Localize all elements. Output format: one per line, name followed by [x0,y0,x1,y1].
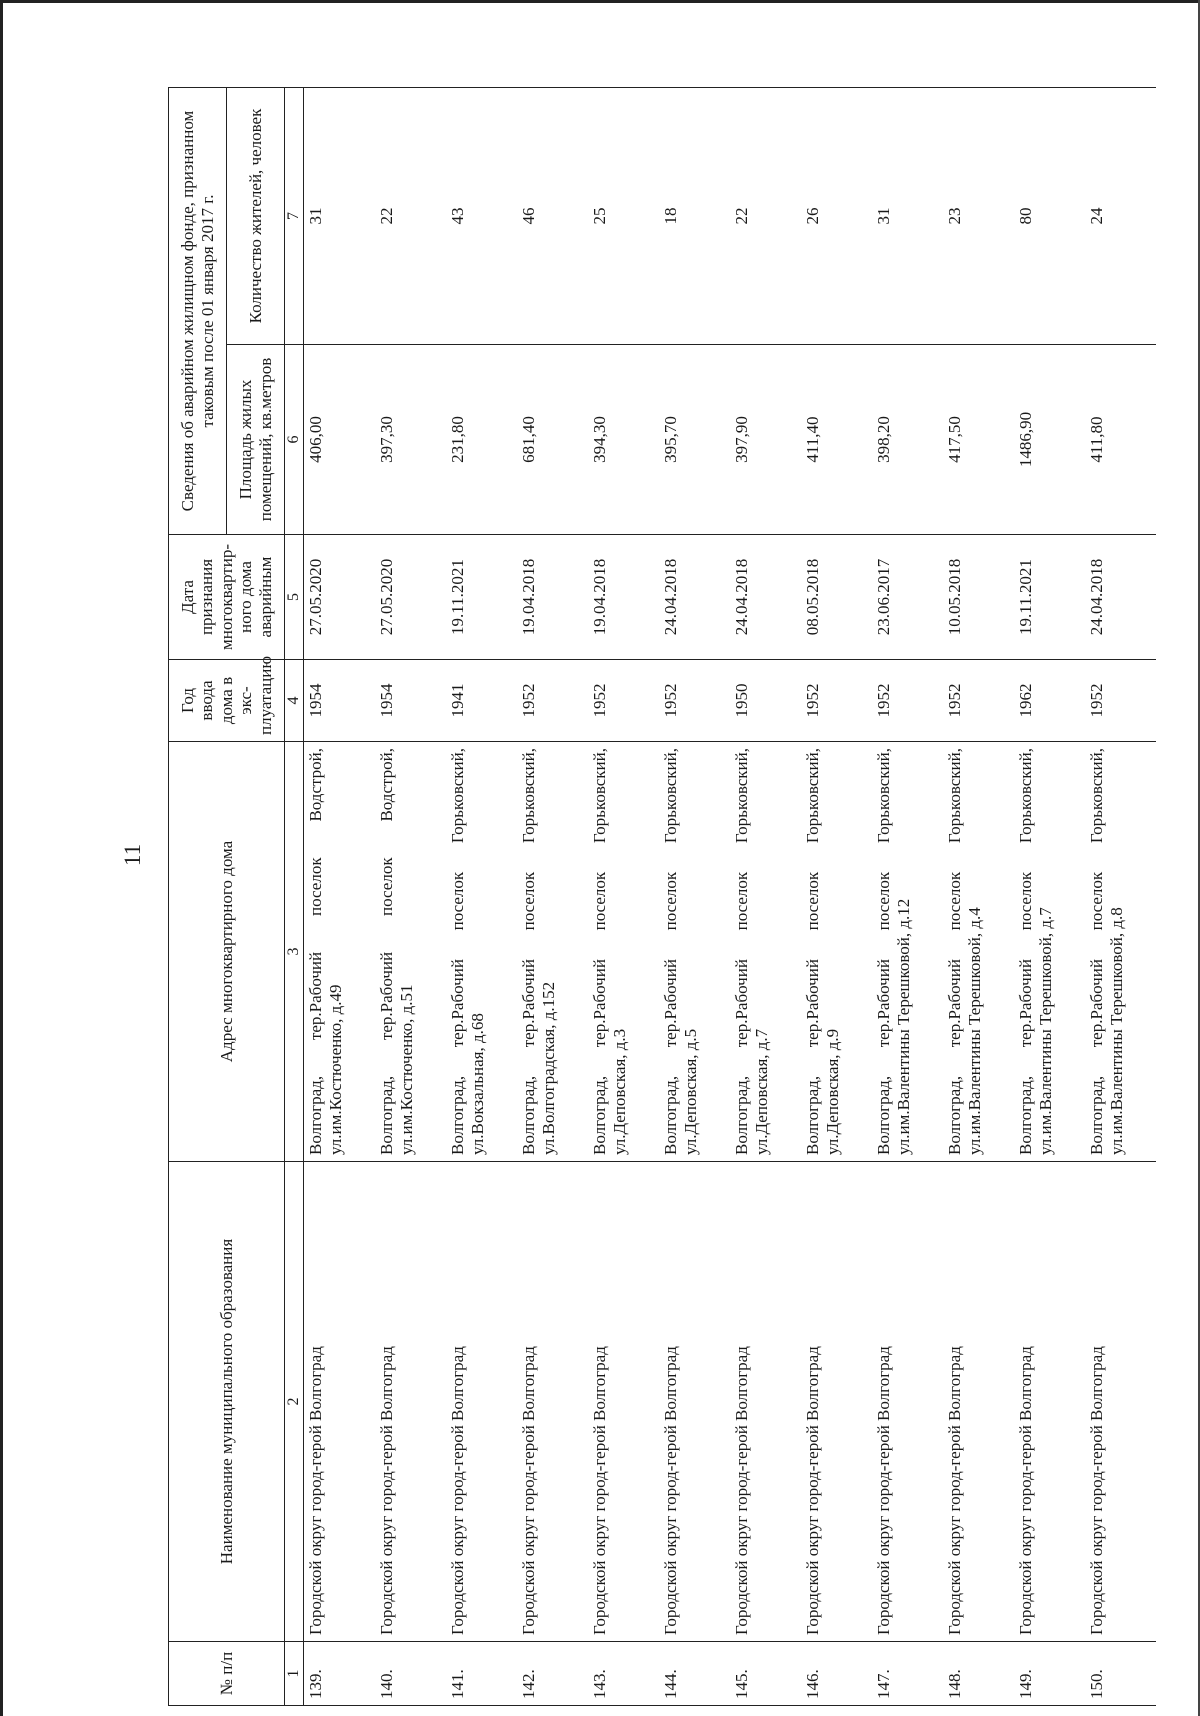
cell-residents: 43 [446,88,517,345]
column-number: 6 [285,345,304,535]
cell-date: 27.05.2020 [304,535,376,660]
cell-municipality: Городской округ город-герой Волгоград [588,1162,659,1642]
cell-municipality: Городской округ город-герой Волгоград [730,1162,801,1642]
cell-address: Волгоград, тер.Рабочий поселок Горьковский, ул.им.Валентины Терешковой, д.7 [1014,742,1085,1162]
column-number: 3 [285,742,304,1162]
cell-year: 1952 [1085,660,1156,742]
cell-area: 397,90 [730,345,801,535]
cell-residents: 23 [943,88,1014,345]
cell-year: 1952 [517,660,588,742]
cell-date: 08.05.2018 [801,535,872,660]
cell-municipality: Городской округ город-герой Волгоград [659,1162,730,1642]
cell-address: Волгоград, тер.Рабочий поселок Горьковский, ул.Деповская, д.9 [801,742,872,1162]
cell-area: 395,70 [659,345,730,535]
cell-num: 150. [1085,1642,1156,1706]
cell-residents: 80 [1014,88,1085,345]
table-row [1014,88,1085,1706]
table-row [943,88,1014,1706]
cell-municipality: Городской округ город-герой Волгоград [1014,1162,1085,1642]
header-group: Сведения об аварийном жилищном фонде, признанном таковым после 01 января 2017 г. [169,88,227,535]
cell-area: 411,80 [1085,345,1156,535]
cell-municipality: Городской округ город-герой Волгоград [1085,1162,1156,1642]
registry-table [168,87,1156,1706]
cell-residents: 25 [588,88,659,345]
table-row [446,88,517,1706]
table-row [1085,88,1156,1706]
column-number: 2 [285,1162,304,1642]
scan-edge-top [0,0,1200,3]
cell-num: 142. [517,1642,588,1706]
cell-municipality: Городской округ город-герой Волгоград [801,1162,872,1642]
cell-year: 1954 [304,660,376,742]
header-year: Год ввода дома в экс-плуатацию [169,660,285,742]
column-number: 5 [285,535,304,660]
cell-area: 681,40 [517,345,588,535]
cell-municipality: Городской округ город-герой Волгоград [446,1162,517,1642]
table-row [517,88,588,1706]
cell-year: 1954 [375,660,446,742]
header-num: № п/п [169,1642,285,1706]
header-residents: Количество жителей, человек [227,88,285,345]
cell-address: Волгоград, тер.Рабочий поселок Горьковский, ул.Деповская, д.7 [730,742,801,1162]
column-number: 4 [285,660,304,742]
cell-area: 417,50 [943,345,1014,535]
table-row [375,88,446,1706]
cell-residents: 46 [517,88,588,345]
cell-date: 23.06.2017 [872,535,943,660]
cell-address: Волгоград, тер.Рабочий поселок Горьковский, ул.им.Валентины Терешковой, д.12 [872,742,943,1162]
cell-municipality: Городской округ город-герой Волгоград [943,1162,1014,1642]
cell-year: 1952 [943,660,1014,742]
cell-year: 1950 [730,660,801,742]
cell-municipality: Городской округ город-герой Волгоград [304,1162,376,1642]
table-row [659,88,730,1706]
cell-municipality: Городской округ город-герой Волгоград [517,1162,588,1642]
column-number: 1 [285,1642,304,1706]
cell-num: 149. [1014,1642,1085,1706]
cell-address: Волгоград, тер.Рабочий поселок Горьковский, ул.Вокзальная, д.68 [446,742,517,1162]
cell-area: 398,20 [872,345,943,535]
cell-year: 1952 [801,660,872,742]
cell-address: Волгоград, тер.Рабочий поселок Горьковский, ул.им.Валентины Терешковой, д.8 [1085,742,1156,1162]
cell-date: 10.05.2018 [943,535,1014,660]
table-row [801,88,872,1706]
rotated-page [168,88,1126,1706]
cell-address: Волгоград, тер.Рабочий поселок Горьковский, ул.Деповская, д.5 [659,742,730,1162]
cell-residents: 18 [659,88,730,345]
cell-area: 394,30 [588,345,659,535]
cell-year: 1941 [446,660,517,742]
cell-date: 19.11.2021 [1014,535,1085,660]
cell-date: 27.05.2020 [375,535,446,660]
cell-area: 397,30 [375,345,446,535]
cell-num: 147. [872,1642,943,1706]
header-area: Площадь жилых помещений, кв.метров [227,345,285,535]
cell-num: 148. [943,1642,1014,1706]
page-number: 11 [120,843,145,867]
table-row [730,88,801,1706]
cell-num: 145. [730,1642,801,1706]
cell-year: 1952 [872,660,943,742]
cell-residents: 26 [801,88,872,345]
cell-area: 411,40 [801,345,872,535]
header-date: Дата признания многоквартир-ного дома аварийным [169,535,285,660]
cell-date: 24.04.2018 [730,535,801,660]
cell-year: 1952 [588,660,659,742]
scan-edge-left [0,0,3,1716]
cell-num: 141. [446,1642,517,1706]
column-number: 7 [285,88,304,345]
cell-address: Волгоград, тер.Рабочий поселок Горьковский, ул.им.Валентины Терешковой, д.4 [943,742,1014,1162]
cell-num: 144. [659,1642,730,1706]
cell-date: 24.04.2018 [1085,535,1156,660]
cell-address: Волгоград, тер.Рабочий поселок Горьковский, ул.Волгоградская, д.152 [517,742,588,1162]
cell-residents: 31 [872,88,943,345]
cell-num: 143. [588,1642,659,1706]
cell-date: 19.04.2018 [588,535,659,660]
table-row [588,88,659,1706]
cell-address: Волгоград, тер.Рабочий поселок Горьковский, ул.Деповская, д.3 [588,742,659,1162]
cell-residents: 22 [375,88,446,345]
cell-address: Волгоград, тер.Рабочий поселок Водстрой, ул.им.Костюченко, д.51 [375,742,446,1162]
cell-date: 19.04.2018 [517,535,588,660]
cell-area: 231,80 [446,345,517,535]
cell-area: 1486,90 [1014,345,1085,535]
header-address: Адрес многоквартирного дома [169,742,285,1162]
cell-num: 139. [304,1642,376,1706]
cell-date: 24.04.2018 [659,535,730,660]
header-municipality: Наименование муниципального образования [169,1162,285,1642]
cell-municipality: Городской округ город-герой Волгоград [872,1162,943,1642]
cell-address: Волгоград, тер.Рабочий поселок Водстрой, ул.им.Костюченко, д.49 [304,742,376,1162]
cell-municipality: Городской округ город-герой Волгоград [375,1162,446,1642]
cell-num: 146. [801,1642,872,1706]
table-row [304,88,376,1706]
cell-year: 1952 [659,660,730,742]
cell-num: 140. [375,1642,446,1706]
cell-area: 406,00 [304,345,376,535]
cell-residents: 22 [730,88,801,345]
cell-date: 19.11.2021 [446,535,517,660]
cell-year: 1962 [1014,660,1085,742]
cell-residents: 24 [1085,88,1156,345]
cell-residents: 31 [304,88,376,345]
table-row [872,88,943,1706]
